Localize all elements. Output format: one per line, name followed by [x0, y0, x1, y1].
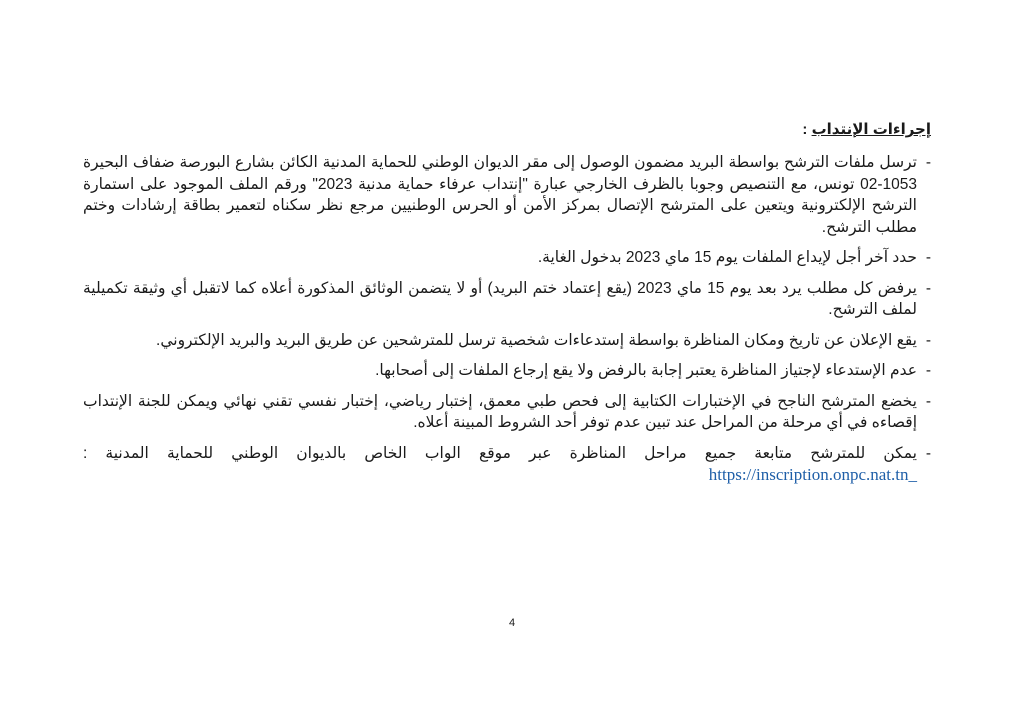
- section-heading: [802, 120, 931, 138]
- list-item: [83, 443, 931, 487]
- list-item-text: يرفض كل مطلب يرد بعد يوم 15 ماي 2023 (يقع إعتماد ختم البريد) أو لا يتضمن الوثائق المذكورة أعلاه كما لاتقبل أي وثيقة تكميلية لملف الترشح.: [83, 279, 917, 318]
- list-item-text: يقع الإعلان عن تاريخ ومكان المناظرة بواسطة إستدعاءات شخصية ترسل للمترشحين عن طريق البريد والبريد الإلكتروني.: [156, 331, 917, 349]
- list-item-text: ترسل ملفات الترشح بواسطة البريد مضمون الوصول إلى مقر الديوان الوطني للحماية المدنية الكائن بشارع البورصة ضفاف البحيرة 1053-02 تونس، مع التنصيص وجوبا بالظرف الخارجي عبارة "إنتداب عرفاء حماية مدنية 2023" ورقم الملف الموجود على استمارة الترشح الإلكترونية ويتعين على المترشح الإتصال بمركز الأمن أو الحرس الوطنيين مرجع نظر سكناه لتعمير بطاقة إرشادات وختم مطلب الترشح.: [83, 154, 917, 236]
- list-item-text: [83, 443, 917, 487]
- procedures-list: [83, 152, 931, 496]
- list-item: [83, 391, 931, 434]
- list-bullet: -: [925, 392, 931, 410]
- section-heading-colon: :: [802, 121, 808, 138]
- website-link[interactable]: https://inscription.onpc.nat.tn_: [708, 465, 917, 484]
- list-bullet: -: [925, 331, 931, 349]
- list-item-text: حدد آخر أجل لإيداع الملفات يوم 15 ماي 2023 بدخول الغاية.: [537, 249, 917, 266]
- list-bullet: -: [925, 279, 931, 297]
- list-item: [83, 330, 931, 352]
- section-heading-title: إجراءات الإنتداب: [811, 121, 931, 138]
- list-item: [83, 278, 931, 321]
- list-item: [83, 247, 931, 269]
- list-item-text: يخضع المترشح الناجح في الإختبارات الكتابية إلى فحص طبي معمق، إختبار رياضي، إختبار نفسي تقني نهائي ويمكن للجنة الإنتداب إقصاءه في أي مرحلة من المراحل عند تبين عدم توفر أحد الشروط المبينة أعلاه.: [83, 392, 917, 431]
- list-bullet: -: [925, 154, 931, 171]
- list-item: [83, 360, 931, 382]
- list-item: [83, 152, 931, 238]
- list-bullet: -: [925, 249, 931, 266]
- list-item-text: عدم الإستدعاء لإجتياز المناظرة يعتبر إجابة بالرفض ولا يقع إرجاع الملفات إلى أصحابها.: [375, 362, 917, 379]
- page-number: 4: [508, 617, 516, 629]
- list-item-text-body: يمكن للمترشح متابعة جميع مراحل المناظرة عبر موقع الواب الخاص بالديوان الوطني للحماية المدنية :: [83, 444, 917, 462]
- list-bullet: -: [925, 444, 931, 462]
- list-bullet: -: [925, 362, 931, 379]
